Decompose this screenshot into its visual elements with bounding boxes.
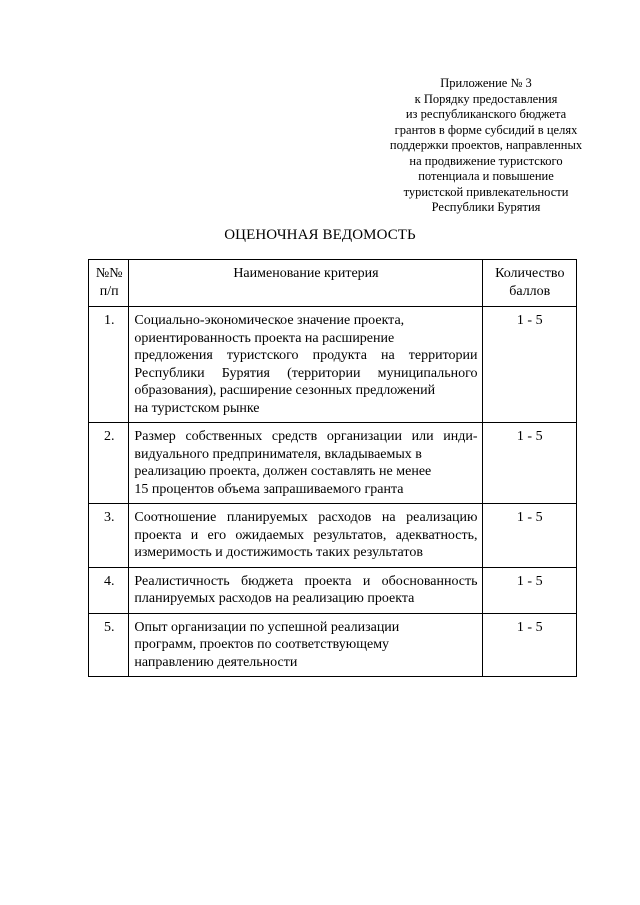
criterion-line: видуального предпринимателя, вкладываемых в [134,446,422,462]
appendix-line: Приложение № 3 [440,76,532,90]
header-criterion-label: Наименование критерия [233,266,379,281]
criterion-line: предложения туристского продукта на территории [134,348,478,363]
header-score-line1: Количество [495,266,565,281]
row-score: 1 - 5 [482,567,576,613]
row-number: 5. [89,613,129,677]
header-score-line2: баллов [509,283,551,299]
criterion-line: Республики Бурятия (территории муниципального [134,365,478,381]
criterion-line: Размер собственных средств организации или инди- [134,429,478,444]
row-score: 1 - 5 [482,307,576,423]
appendix-note [378,76,594,216]
criterion-line: проекта и его ожидаемых результатов, адекватность, [134,527,478,543]
appendix-line: туристской привлекательности [403,184,569,199]
appendix-line: поддержки проектов, направленных [389,138,583,152]
appendix-line: потенциала и повышение [418,169,554,183]
criterion-line: планируемых расходов на реализацию проекта [134,591,415,606]
criterion-line: Реалистичность бюджета проекта и обоснованность [134,573,478,589]
table-header-row [89,260,577,307]
row-score: 1 - 5 [482,423,576,504]
row-score: 1 - 5 [482,613,576,677]
appendix-line: грантов в форме субсидий в целях [394,122,578,137]
criterion-line: ориентированность проекта на расширение [134,330,395,346]
table-row [89,613,577,677]
criterion-line: образования), расширение сезонных предложений [134,383,436,398]
header-score [482,260,576,307]
criterion-line: программ, проектов по соответствующему [134,637,390,652]
criterion-line: на туристском рынке [134,400,260,416]
row-criterion [129,613,482,677]
table-row [89,307,577,423]
table-row [89,423,577,504]
row-criterion [129,307,482,423]
row-number: 2. [89,423,129,504]
row-criterion [129,567,482,613]
row-criterion [129,423,482,504]
criterion-line: Опыт организации по успешной реализации [134,619,400,635]
appendix-line: Республики Бурятия [431,200,541,214]
row-criterion [129,504,482,568]
header-number-line1: №№ [95,266,123,281]
criterion-line: 15 процентов объема запрашиваемого гранта [134,481,404,497]
row-score: 1 - 5 [482,504,576,568]
appendix-line: на продвижение туристского [409,153,563,168]
header-number [89,260,129,307]
criterion-line: Соотношение планируемых расходов на реализацию [134,510,478,525]
row-number: 1. [89,307,129,423]
table-row [89,567,577,613]
appendix-line: из республиканского бюджета [405,107,567,121]
criteria-table [88,259,577,677]
criterion-line: направлению деятельности [134,654,298,670]
header-criterion-name [129,260,482,307]
document-title: ОЦЕНОЧНАЯ ВЕДОМОСТЬ [224,227,416,243]
table-row [89,504,577,568]
header-number-line2: п/п [99,283,119,299]
criterion-line: реализацию проекта, должен составлять не менее [134,464,432,479]
criterion-line: Социально-экономическое значение проекта, [134,313,405,328]
appendix-line: к Порядку предоставления [414,91,558,106]
row-number: 3. [89,504,129,568]
criterion-line: измеримость и достижимость таких результатов [134,545,423,560]
row-number: 4. [89,567,129,613]
